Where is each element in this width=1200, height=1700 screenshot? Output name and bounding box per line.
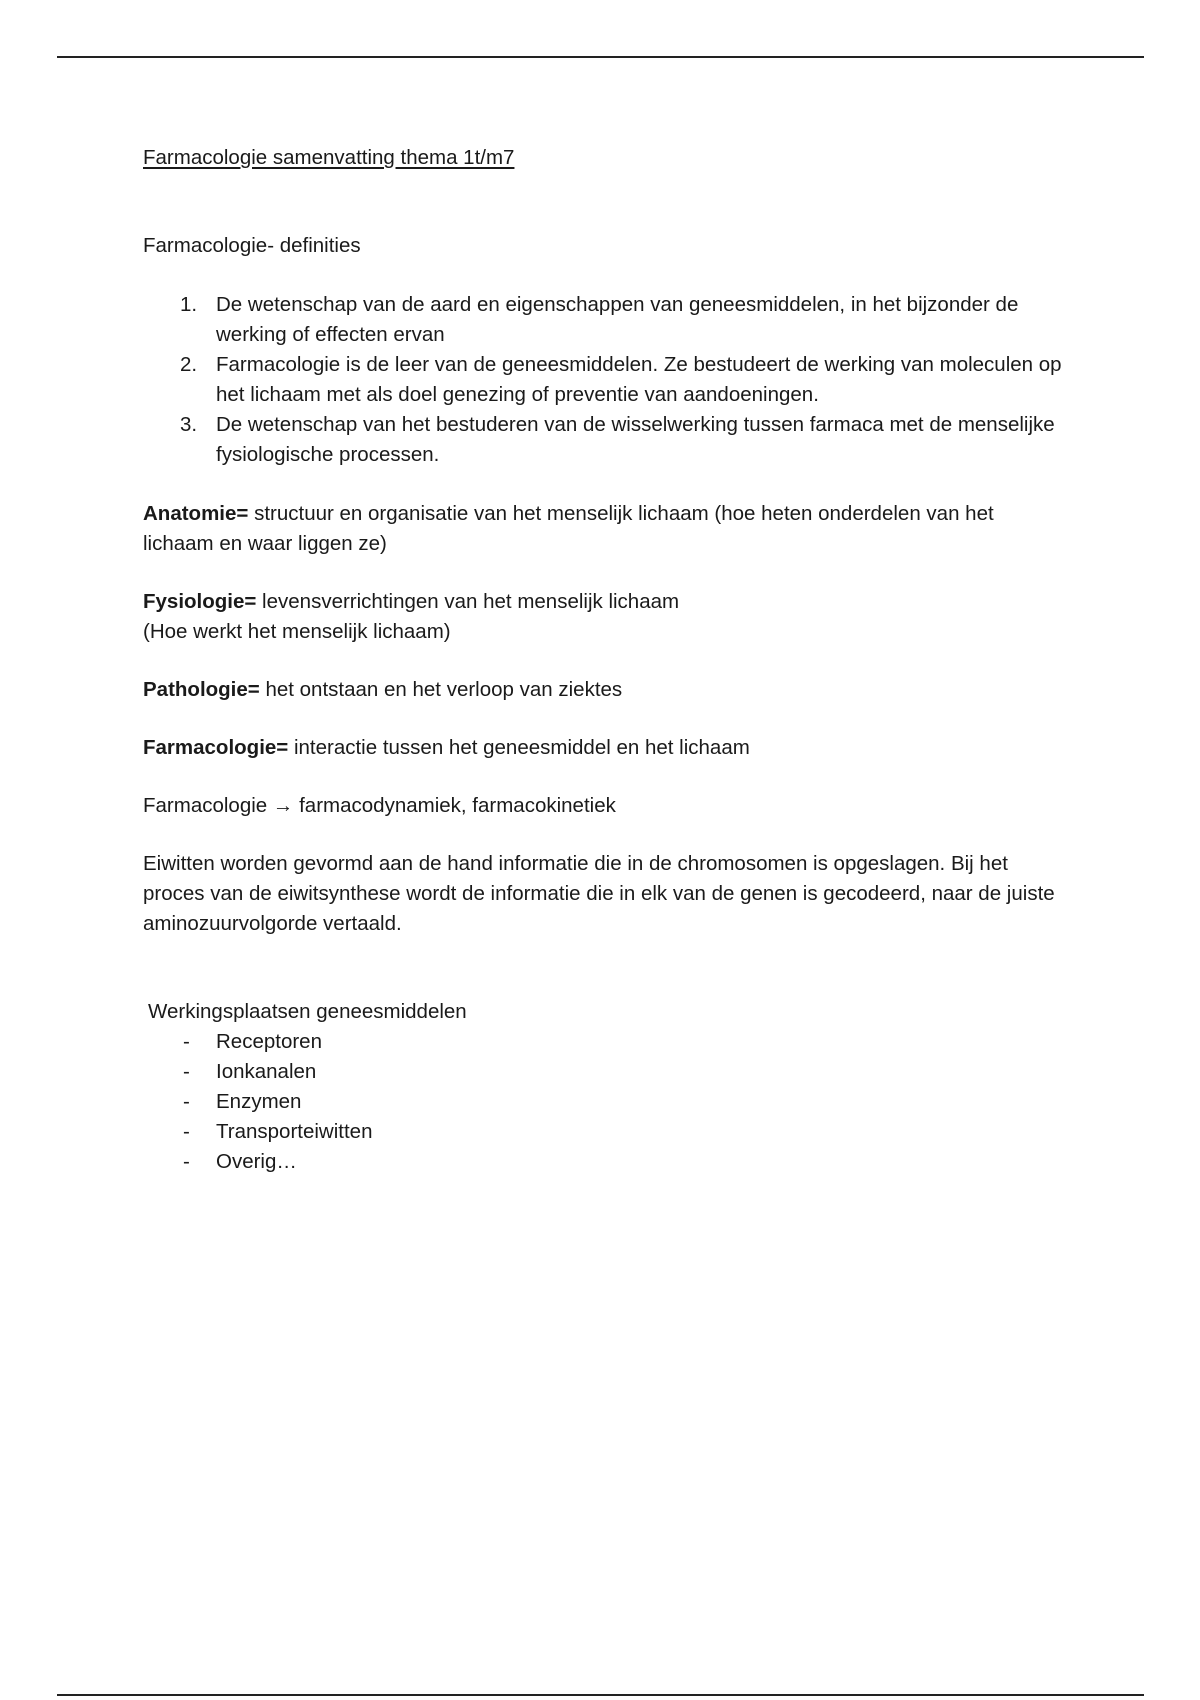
- document-body: [143, 143, 1063, 1177]
- eiwitten-paragraph: Eiwitten worden gevormd aan de hand informatie die in de chromosomen is opgeslagen. Bij het proces van de eiwitsynthese wordt de informatie die in elk van de genen is gecodeerd, naar de juiste aminozuurvolgorde vertaald.: [143, 852, 1055, 935]
- list-item-text: Enzymen: [216, 1090, 302, 1113]
- definitions-heading: Farmacologie- definities: [143, 234, 361, 257]
- arrow-icon: →: [272, 794, 294, 817]
- dash-bullet: -: [183, 1030, 190, 1053]
- dash-bullet: -: [183, 1060, 190, 1083]
- branches-label: Farmacologie: [143, 794, 268, 817]
- list-item: [143, 1087, 1063, 1117]
- fysiologie-line2: (Hoe werkt het menselijk lichaam): [143, 620, 451, 643]
- list-item: [143, 1147, 1063, 1177]
- dash-bullet: -: [183, 1090, 190, 1113]
- list-item-text: De wetenschap van het bestuderen van de wisselwerking tussen farmaca met de menselijke fysiologische processen.: [216, 413, 1055, 466]
- farmacologie-term: Farmacologie=: [143, 736, 289, 759]
- list-item-text: Ionkanalen: [216, 1060, 317, 1083]
- anatomie-term: Anatomie=: [143, 502, 249, 525]
- list-item-text: Transporteiwitten: [216, 1120, 373, 1143]
- top-rule: [57, 56, 1144, 58]
- pathologie-text: het ontstaan en het verloop van ziektes: [259, 678, 623, 701]
- anatomie-definition: [143, 499, 1063, 559]
- werkingsplaatsen-list: [143, 1027, 1063, 1177]
- list-item-text: Receptoren: [216, 1030, 322, 1053]
- document-title: Farmacologie samenvatting thema 1t/m7: [143, 146, 515, 169]
- anatomie-text: structuur en organisatie van het menselijk lichaam (hoe heten onderdelen van het lichaam en waar liggen ze): [143, 502, 994, 555]
- pathologie-term: Pathologie=: [143, 678, 260, 701]
- definitions-list: [143, 290, 1063, 470]
- list-item: [143, 1117, 1063, 1147]
- farmacologie-definition: [143, 733, 1063, 763]
- branches-text: farmacodynamiek, farmacokinetiek: [299, 794, 616, 817]
- list-item-text: Farmacologie is de leer van de geneesmiddelen. Ze bestudeert de werking van moleculen op het lichaam met als doel genezing of preventie van aandoeningen.: [216, 353, 1062, 406]
- farmacologie-text: interactie tussen het geneesmiddel en het lichaam: [288, 736, 750, 759]
- list-item-text: De wetenschap van de aard en eigenschappen van geneesmiddelen, in het bijzonder de werking of effecten ervan: [216, 293, 1019, 346]
- list-item-text: Overig…: [216, 1150, 297, 1173]
- list-number: 1.: [180, 293, 198, 316]
- list-item: [143, 1027, 1063, 1057]
- list-number: 2.: [180, 353, 198, 376]
- list-item: [143, 350, 1063, 410]
- list-item: [143, 1057, 1063, 1087]
- list-number: 3.: [180, 413, 198, 436]
- pathologie-definition: [143, 675, 1063, 705]
- fysiologie-term: Fysiologie=: [143, 590, 257, 613]
- bottom-rule: [57, 1694, 1144, 1696]
- branches-line: [143, 791, 1063, 821]
- dash-bullet: -: [183, 1150, 190, 1173]
- fysiologie-text: levensverrichtingen van het menselijk lichaam: [256, 590, 680, 613]
- werkingsplaatsen-heading: Werkingsplaatsen geneesmiddelen: [148, 1000, 467, 1023]
- fysiologie-definition: [143, 587, 1063, 617]
- list-item: [143, 410, 1063, 470]
- dash-bullet: -: [183, 1120, 190, 1143]
- list-item: [143, 290, 1063, 350]
